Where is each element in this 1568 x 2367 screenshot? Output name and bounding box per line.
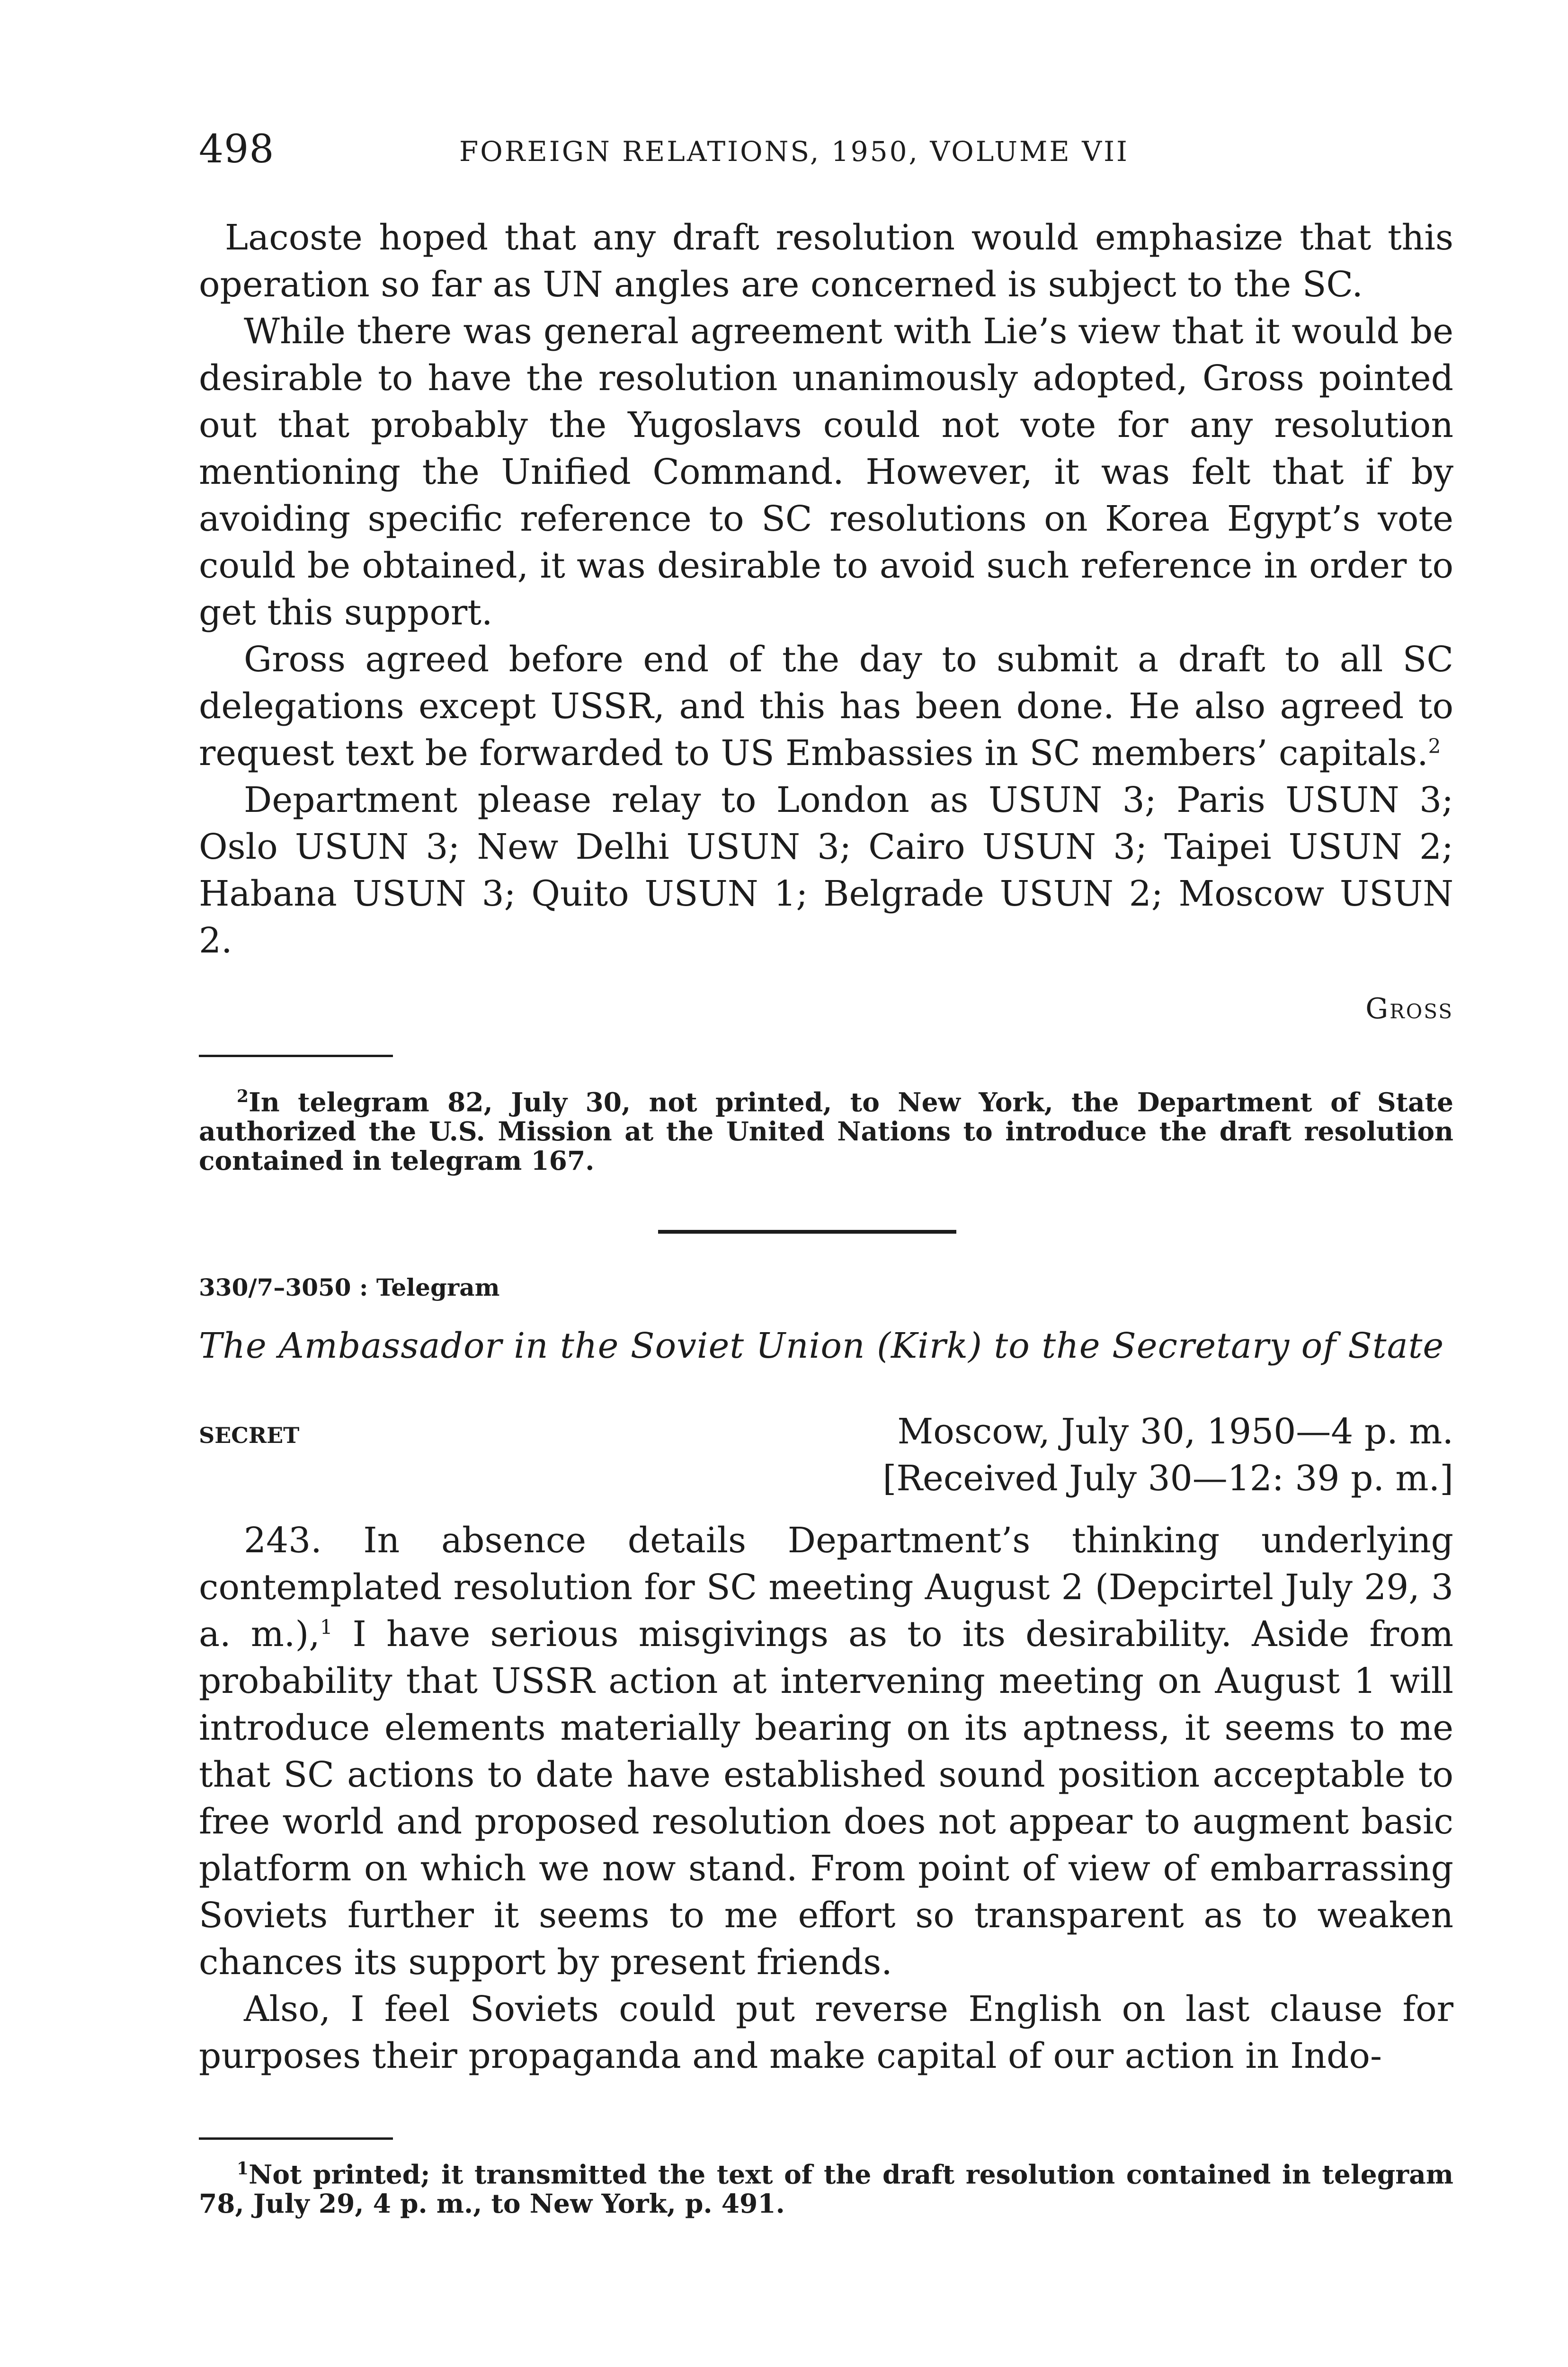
signature: Gross — [1365, 992, 1453, 1025]
footnote-text: Not printed; it transmitted the text of the draft resolution contained in telegram 78, July 29, 4 p. m., to New York, p. 491. — [199, 2159, 1453, 2219]
paragraph — [199, 636, 1453, 777]
document-heading: The Ambassador in the Soviet Union (Kirk) to the Secretary of State — [199, 1326, 1444, 1366]
footnote-divider — [199, 2137, 393, 2140]
dateline — [882, 1408, 1453, 1502]
paragraph-text: I have serious misgivings as to its desirability. Aside from probability that USSR action at intervening meeting on August 1 will introduce elements materially bearing on its aptness, it seems to me that SC actions to date have established sound position acceptable to free world and proposed resolution does not appear to augment basic platform on which we now stand. From point of view of embarrassing Soviets further it seems to me effort so transparent as to weaken chances its support by present friends. — [199, 1614, 1453, 1983]
footnote — [199, 2154, 1453, 2218]
paragraph: Lacoste hoped that any draft resolution would emphasize that this operation so far as UN angles are concerned is subject to the SC. — [199, 217, 1453, 305]
page-number: 498 — [199, 127, 275, 172]
telegram-body — [199, 1517, 1453, 2080]
dateline-received: [Received July 30—12: 39 p. m.] — [882, 1458, 1453, 1499]
paragraph-text: 243. In absence details Department’s thinking underlying contemplated resolution for SC meeting August 2 (Depcirtel July 29, 3 a. m.), — [199, 1520, 1453, 1655]
footnote-marker: 2 — [237, 1086, 249, 1106]
footnote — [199, 1082, 1453, 1175]
classification-label: SECRET — [199, 1423, 300, 1448]
paragraph-text: Gross agreed before end of the day to submit a draft to all SC delegations except USSR, and this has been done. He also agreed to request text be forwarded to US Embassies in SC members’ capitals. — [199, 639, 1453, 774]
dateline-sent: Moscow, July 30, 1950—4 p. m. — [897, 1411, 1453, 1452]
file-reference: 330/7–3050 : Telegram — [199, 1273, 500, 1301]
footnote-marker: 1 — [237, 2159, 249, 2179]
paragraph: Also, I feel Soviets could put reverse English on last clause for purposes their propaganda and make capital of our action in Indo- — [199, 1989, 1453, 2076]
running-head — [199, 127, 1453, 179]
running-title: FOREIGN RELATIONS, 1950, VOLUME VII — [459, 135, 1129, 168]
footnote-reference: 2 — [1428, 734, 1441, 758]
footnote-text: In telegram 82, July 30, not printed, to New York, the Department of State authorized the U.S. Mission at the United Nations to introduce the draft resolution contained in telegram 167. — [199, 1086, 1453, 1176]
paragraph: While there was general agreement with Lie’s view that it would be desirable to have the resolution unanimously adopted, Gross pointed out that probably the Yugoslavs could not vote for any resolution mentioning the Unified Command. However, it was felt that if by avoiding specific reference to SC resolutions on Korea Egypt’s vote could be obtained, it was desirable to avoid such reference in order to get this support. — [199, 311, 1453, 633]
telegram-body-continued — [199, 214, 1453, 964]
paragraph: Department please relay to London as USUN 3; Paris USUN 3; Oslo USUN 3; New Delhi USUN 3; Cairo USUN 3; Taipei USUN 2; Habana USUN 3; Quito USUN 1; Belgrade USUN 2; Moscow USUN 2. — [199, 780, 1453, 961]
section-divider — [658, 1230, 956, 1234]
paragraph — [199, 1517, 1453, 1986]
footnote-reference: 1 — [320, 1615, 333, 1639]
footnote-divider — [199, 1055, 393, 1057]
